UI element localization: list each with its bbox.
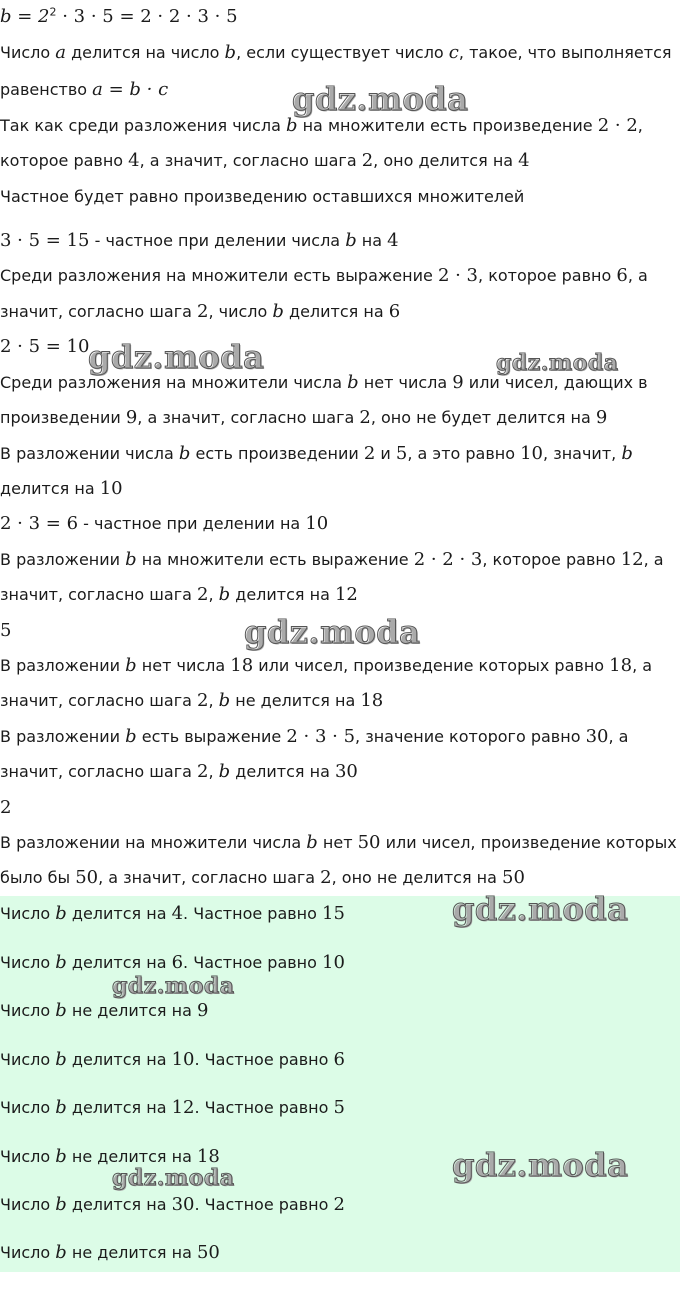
text: значит, согласно шага	[0, 691, 198, 710]
answer-line: Число b не делится на 50	[0, 1242, 220, 1263]
math: 2 · 3 = 6	[0, 513, 79, 534]
text: , а	[608, 727, 629, 746]
text: В разложении на множители числа	[0, 833, 307, 852]
math-variable: b	[285, 115, 298, 136]
math: 2	[0, 797, 12, 818]
math-variable: b	[218, 690, 231, 711]
text: есть выражение	[136, 727, 287, 746]
text: , если существует число	[236, 43, 449, 62]
math: 4	[387, 230, 399, 251]
watermark: gdz.moda	[496, 350, 619, 376]
solution-line	[0, 762, 680, 782]
text: на множители есть выражение	[136, 550, 414, 569]
math: 2 · 3	[437, 265, 479, 286]
text: , оно не делится на	[331, 868, 503, 887]
math: 5	[395, 443, 408, 464]
solution-line	[0, 868, 680, 888]
math: 12	[620, 549, 644, 570]
text: Частное будет равно произведению оставшихся множителей	[0, 187, 525, 206]
math: 2	[320, 867, 332, 888]
math: 2 · 2 · 3	[413, 549, 483, 570]
math: 9	[125, 407, 138, 428]
text: было бы	[0, 868, 76, 887]
text: , а значит, согласно шага	[139, 151, 362, 170]
math-variable: b	[125, 726, 137, 747]
text: , значит,	[543, 444, 622, 463]
math-variable: b	[218, 761, 231, 782]
solution-line	[0, 585, 680, 605]
text: значит, согласно шага	[0, 585, 198, 604]
solution-line	[0, 80, 680, 100]
text: , которое равно	[482, 550, 621, 569]
text: или чисел, дающих в	[463, 373, 648, 392]
solution-line	[0, 727, 680, 747]
watermark: gdz.moda	[292, 80, 469, 118]
math: 30	[334, 761, 358, 782]
solution-line	[0, 656, 680, 676]
math: 18	[230, 655, 254, 676]
text: значит, согласно шага	[0, 762, 198, 781]
math: 18	[609, 655, 633, 676]
math-variable: b	[178, 443, 191, 464]
math: 10	[99, 478, 123, 499]
answer-line: Число b не делится на 18	[0, 1146, 220, 1167]
math: 5	[0, 620, 12, 641]
text: , значение которого равно	[355, 727, 586, 746]
math-variable: b	[306, 832, 318, 853]
text: делится на	[283, 302, 389, 321]
text: Среди разложения на множители есть выражение	[0, 266, 438, 285]
text: равенство	[0, 80, 93, 99]
text: , оно делится на	[373, 151, 519, 170]
math: b = 2	[0, 6, 50, 27]
text: , такое, что выполняется	[458, 43, 672, 62]
math-variable: b	[125, 549, 137, 570]
solution-line	[0, 43, 680, 63]
math-variable: b	[272, 301, 284, 322]
math: 4	[518, 150, 530, 171]
text: на множители есть произведение	[297, 116, 598, 135]
math-variable: b	[218, 584, 231, 605]
text: Так как среди разложения числа	[0, 116, 286, 135]
text: , оно не будет делится на	[370, 408, 596, 427]
math: 50	[357, 832, 381, 853]
math: 6	[388, 301, 401, 322]
math: 10	[520, 443, 544, 464]
text: ,	[208, 691, 219, 710]
solution-line	[0, 151, 680, 171]
text: В разложении	[0, 727, 126, 746]
math-exponent: 2	[49, 5, 57, 19]
solution-line	[0, 444, 680, 464]
solution-line	[0, 337, 680, 357]
math-variable: c	[448, 42, 459, 63]
math: 2	[197, 301, 209, 322]
solution-line	[0, 833, 680, 853]
text: делится на число	[66, 43, 225, 62]
answer-box	[0, 896, 680, 1272]
text: Число	[0, 43, 56, 62]
answer-line: Число b делится на 10. Частное равно 6	[0, 1049, 345, 1070]
math: 9	[452, 372, 464, 393]
math: 50	[75, 867, 99, 888]
text: Среди разложения на множители числа	[0, 373, 348, 392]
math-variable: b	[345, 230, 357, 251]
text: делится на	[230, 585, 335, 604]
watermark: gdz.moda	[88, 338, 265, 376]
solution-line	[0, 479, 680, 499]
text: и	[375, 444, 396, 463]
text: В разложении	[0, 656, 126, 675]
math: 2 · 5 = 10	[0, 336, 90, 357]
math-variable: b	[125, 655, 137, 676]
solution-line	[0, 302, 680, 322]
solution-line	[0, 373, 680, 393]
text: или чисел, произведение которых равно	[253, 656, 610, 675]
math: 2	[363, 443, 376, 464]
text: - частное при делении числа	[89, 231, 346, 250]
text: , которое равно	[478, 266, 617, 285]
math: 2 · 3 · 5	[286, 726, 356, 747]
math: 18	[360, 690, 384, 711]
text: делится на	[230, 762, 335, 781]
text: нет числа	[358, 373, 453, 392]
text: ,	[208, 585, 219, 604]
math: · 3 · 5 = 2 · 2 · 3 · 5	[56, 6, 238, 27]
math: 50	[502, 867, 525, 888]
text: нет	[317, 833, 358, 852]
math: 10	[305, 513, 329, 534]
text: В разложении числа	[0, 444, 179, 463]
math-variable: a	[55, 42, 66, 63]
text: или чисел, произведение которых	[380, 833, 677, 852]
math-variable: b	[621, 443, 633, 464]
answer-line: Число b делится на 6. Частное равно 10	[0, 952, 345, 973]
math: 2	[197, 584, 209, 605]
solution-line	[0, 231, 680, 251]
math: 30	[585, 726, 609, 747]
solution-line	[0, 116, 680, 136]
answer-line: Число b делится на 4. Частное равно 15	[0, 903, 345, 924]
text: , а значит, согласно шага	[98, 868, 321, 887]
math: 12	[334, 584, 358, 605]
text: произведении	[0, 408, 126, 427]
solution-line	[0, 408, 680, 428]
answer-line: Число b делится на 30. Частное равно 2	[0, 1194, 345, 1215]
text: не делится на	[230, 691, 361, 710]
math: 2	[197, 761, 209, 782]
solution-line	[0, 7, 680, 27]
text: , а	[632, 656, 653, 675]
math: 6	[616, 265, 628, 286]
solution-line	[0, 266, 680, 286]
text: делится на	[0, 479, 100, 498]
text: , а значит, согласно шага	[137, 408, 360, 427]
solution-line	[0, 514, 680, 534]
math: a = b · c	[92, 79, 169, 100]
text: , а	[643, 550, 664, 569]
text: которое равно	[0, 151, 129, 170]
math-variable: b	[347, 372, 359, 393]
math: 2	[197, 690, 209, 711]
text: - частное при делении на	[78, 514, 306, 533]
text: ,	[637, 116, 643, 135]
text: есть произведении	[190, 444, 364, 463]
answer-line: Число b не делится на 9	[0, 1000, 209, 1021]
text: нет числа	[136, 656, 231, 675]
text: , число	[208, 302, 273, 321]
answer-line: Число b делится на 12. Частное равно 5	[0, 1097, 345, 1118]
math: 3 · 5 = 15	[0, 230, 90, 251]
solution-line	[0, 798, 680, 818]
text: , а	[627, 266, 648, 285]
math: 4	[128, 150, 140, 171]
watermark: gdz.moda	[244, 613, 421, 651]
math-variable: b	[224, 42, 237, 63]
solution-line	[0, 621, 680, 641]
solution-line	[0, 550, 680, 570]
math: 2	[361, 150, 374, 171]
text: ,	[208, 762, 219, 781]
solution-line	[0, 187, 680, 207]
math: 9	[595, 407, 608, 428]
math: 2 · 2	[597, 115, 638, 136]
math: 2	[359, 407, 371, 428]
text: В разложении	[0, 550, 126, 569]
text: значит, согласно шага	[0, 302, 198, 321]
text: , а это равно	[407, 444, 521, 463]
text: на	[356, 231, 388, 250]
solution-line	[0, 691, 680, 711]
